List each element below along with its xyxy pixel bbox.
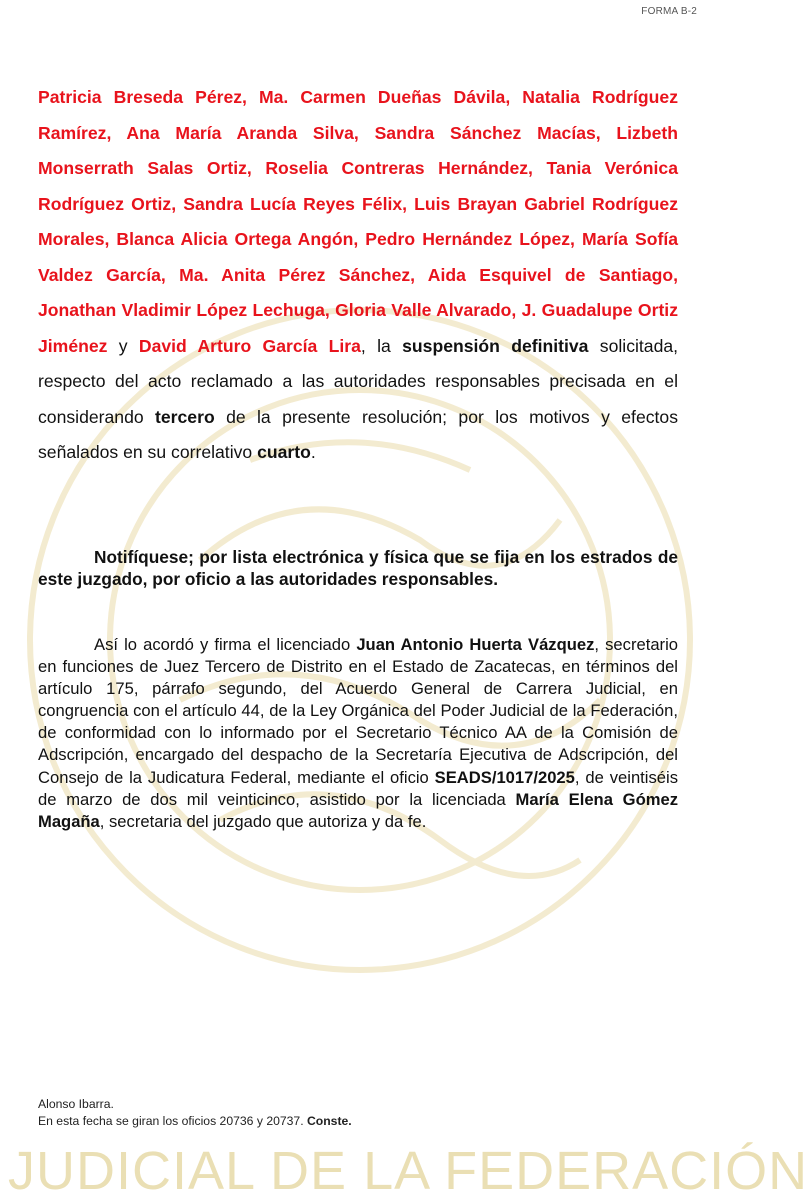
signature-text-3: , de veintiséis de marzo de dos mil veinticinco, asistido por la licenciada xyxy=(38,767,678,809)
conjunction-y: y xyxy=(107,335,139,356)
signature-text-4: , secretaria del juzgado que autoriza y da fe. xyxy=(99,811,427,831)
resolution-text-1: solicitada, respecto del acto reclamado a las autoridades responsables precisada en el considerando xyxy=(38,335,679,427)
considerando-tercero: tercero xyxy=(155,406,215,427)
resolution-text-2: de la presente resolución; por los motivos y efectos señalados en su correlativo xyxy=(38,406,678,462)
footer-note xyxy=(38,1114,352,1128)
signature-text-2: , secretario en funciones de Juez Tercero de Distrito en el Estado de Zacatecas, en términos del artículo 175, párrafo segundo, del Acuerdo General de Carrera Judicial, en congruencia con el artículo 44, de la Ley Orgánica del Poder Judicial de la Federación, de conformidad con lo informado por el Secretario Técnico AA de la Comisión de Adscripción, encargado del despacho de la Secretaría Ejecutiva de Adscripción, del Consejo de la Judicatura Federal, mediante el oficio xyxy=(38,635,678,787)
oficio-number: SEADS/1017/2025 xyxy=(434,767,575,787)
judiciary-banner: JUDICIAL DE LA FEDERACIÓN xyxy=(8,1141,808,1201)
petitioner-names: Patricia Breseda Pérez, Ma. Carmen Dueñas Dávila, Natalia Rodríguez Ramírez, Ana María Aranda Silva, Sandra Sánchez Macías, Lizbeth Monserrath Salas Ortiz, Roselia Contreras Hernández, Tania Verónica Rodríguez Ortiz, Sandra Lucía Reyes Félix, Luis Brayan Gabriel Rodríguez Morales, Blanca Alicia Ortega Angón, Pedro Hernández López, María Sofía Valdez García, Ma. Anita Pérez Sánchez, Aida Esquivel de Santiago, Jonathan Vladimir López Lechuga, Gloria Valle Alvarado, J. Guadalupe Ortiz Jiménez xyxy=(38,87,678,356)
judge-name: Juan Antonio Huerta Vázquez xyxy=(356,635,595,654)
resolution-paragraph xyxy=(38,80,678,471)
text-la: , la xyxy=(360,335,403,356)
footer-author: Alonso Ibarra. xyxy=(38,1097,114,1111)
footer-note-text: En esta fecha se giran los oficios 20736 y 20737. xyxy=(38,1114,307,1128)
suspension-definitiva: suspensión definitiva xyxy=(402,335,589,356)
signature-paragraph xyxy=(38,634,678,833)
form-code: FORMA B-2 xyxy=(641,6,697,17)
secretary-name: María Elena Gómez Magaña xyxy=(38,789,678,831)
notification-paragraph: Notifíquese; por lista electrónica y física que se fija en los estrados de este juzgado, por oficio a las autoridades responsables. xyxy=(38,547,678,589)
footer-conste: Conste. xyxy=(306,1114,352,1128)
signature-text-1: Así lo acordó y firma el licenciado xyxy=(94,635,357,654)
last-petitioner-name: David Arturo García Lira xyxy=(138,335,361,356)
period: . xyxy=(310,442,316,462)
considerando-cuarto: cuarto xyxy=(257,442,311,462)
